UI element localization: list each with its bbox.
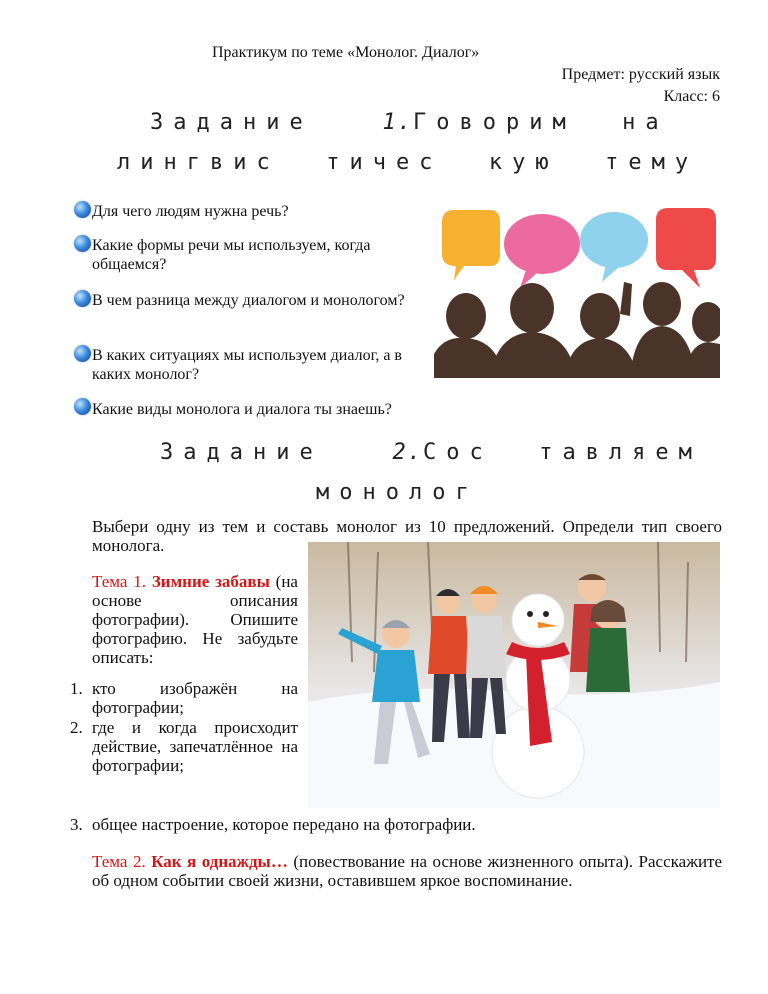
theme1-title: Зимние забавы xyxy=(151,572,270,591)
globe-bullet-icon xyxy=(74,235,91,252)
theme2-text: Тема 2. Как я однажды… (повествование на основе жизненного опыта). Расскажите об одном событии своей жизни, оставившем яркое воспоминание. xyxy=(92,852,723,890)
winter-fun-photo xyxy=(308,542,720,808)
list-number: 2. xyxy=(70,718,83,737)
list-item: Какие формы речи мы используем, когда общаемся? xyxy=(92,237,371,273)
globe-bullet-icon xyxy=(74,398,91,415)
list-item: В чем разница между диалогом и монологом? xyxy=(92,292,405,309)
list-item: Какие виды монолога и диалога ты знаешь? xyxy=(92,401,392,418)
list-item: Для чего людям нужна речь? xyxy=(92,203,289,220)
page-header-topic: Практикум по теме «Монолог. Диалог» xyxy=(212,44,480,61)
task2-heading-line1: Задание 2.Сос тавляем xyxy=(160,440,702,465)
page-header-grade: Класс: 6 xyxy=(663,88,720,105)
list-number: 1. xyxy=(70,679,83,698)
task2-heading-line2: монолог xyxy=(316,480,479,505)
list-item: В каких ситуациях мы используем диалог, а в каких монолог? xyxy=(92,347,402,383)
theme2-label: Тема 2. xyxy=(92,852,146,871)
globe-bullet-icon xyxy=(74,290,91,307)
theme1-label: Тема 1. xyxy=(92,572,147,591)
page-header-subject: Предмет: русский язык xyxy=(561,66,720,83)
task1-heading-line2: лингвис тичес кую тему xyxy=(117,150,699,175)
list-item: где и когда происходит действие, запечатлённое на фотографии; xyxy=(92,718,298,775)
theme2-title: Как я однажды… xyxy=(151,852,288,871)
theme1-text: Тема 1. Зимние забавы (на основе описания фотографии). Опишите фотографию. Не забудьте описать: xyxy=(92,572,298,667)
task1-heading-line1: Задание 1.Говорим на xyxy=(150,110,669,135)
task2-intro: Выбери одну из тем и составь монолог из 10 предложений. Определи тип своего монолога. xyxy=(92,517,722,555)
list-item: общее настроение, которое передано на фотографии. xyxy=(92,815,476,834)
globe-bullet-icon xyxy=(74,201,91,218)
list-item: кто изображён на фотографии; xyxy=(92,679,298,717)
people-talking-illustration xyxy=(434,204,720,378)
globe-bullet-icon xyxy=(74,345,91,362)
list-number: 3. xyxy=(70,815,83,834)
